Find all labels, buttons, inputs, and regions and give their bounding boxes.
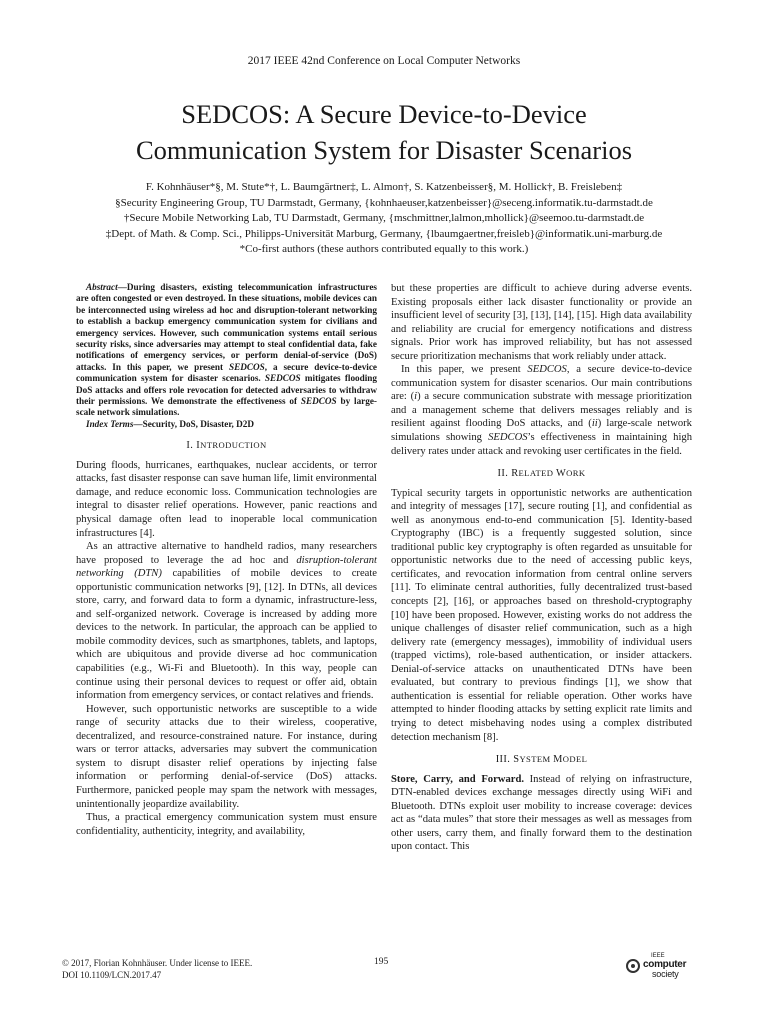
intro-continued-paragraph: but these properties are difficult to achieve during adverse events. Existing proposals either lack disaster functionality or provide an insufficient level of security [3], [13], [14], [15]. High data availability and reliability are crucial for emergency notifications and distress signals. Prior work has improved reliability, but has not assessed secure prioritization mechanisms that work reliably under attack.	[391, 283, 692, 362]
section-heading-related-work	[391, 467, 692, 481]
section-numeral: I.	[186, 440, 197, 452]
ieee-logo-icon	[626, 959, 640, 973]
section-title-initial: S	[513, 754, 520, 766]
abstract-system-name: SEDCOS	[264, 373, 301, 384]
abstract	[76, 282, 377, 419]
run-in-heading: Store, Carry, and Forward.	[391, 773, 524, 785]
section-title-initial: I	[196, 440, 201, 452]
intro-paragraph-3: However, such opportunistic networks are susceptible to a wide range of security attacks due to their wireless, cooperative, decentralized, and resource-constrained nature. For instance, during wars or terror attacks, adversaries may subvert the communication system to disrupt disaster relief operations by injecting false information or performing denial-of-service (DoS) attacks. Furthermore, panicked people may spam the network with messages, unintentionally jeopardize availability.	[76, 703, 377, 810]
abstract-text: by large-scale network simulations.	[76, 396, 377, 418]
copyright-notice: © 2017, Florian Kohnhäuser. Under license to IEEE.	[62, 958, 253, 968]
left-column	[76, 282, 377, 838]
section-title-rest: ELATED	[518, 468, 556, 479]
affiliation-1: §Security Engineering Group, TU Darmstadt, Germany, {kohnhaeuser,katzenbeisser}@seceng.informatik.tu-darmstadt.de	[115, 196, 653, 209]
section-title-initial: R	[511, 468, 519, 480]
paragraph-text: In this paper, we present	[401, 364, 528, 376]
dtn-term: disruption-tolerant networking (DTN)	[76, 554, 377, 580]
intro-paragraph-1: During floods, hurricanes, earthquakes, nuclear accidents, or terror attacks, fast disaster response can save human life, limit environmental damage, and reduce economic loss. Communication technologies are integral to disaster relief operations. However, panic reactions and physical damage often lead to inoperable local communication infrastructures [4].	[76, 459, 377, 539]
logo-text-ieee: IEEE	[651, 953, 665, 959]
section-title-initial: W	[555, 468, 567, 480]
footer-copyright-block	[62, 957, 252, 981]
intro-paragraph-4: Thus, a practical emergency communication system must ensure confidentiality, authenticity, integrity, and availability,	[76, 812, 377, 837]
logo-text-society: society	[652, 969, 679, 979]
author-block	[0, 180, 768, 258]
logo-text-computer: computer	[643, 959, 687, 970]
abstract-system-name: SEDCOS	[300, 396, 337, 407]
conference-header: 2017 IEEE 42nd Conference on Local Computer Networks	[247, 55, 521, 67]
abstract-system-name: SEDCOS	[228, 361, 265, 372]
contributions-paragraph	[391, 363, 692, 458]
title-line-1: SEDCOS: A Secure Device-to-Device	[181, 99, 587, 129]
paragraph-text: Instead of relying on infrastructure, DTN-enabled devices exchange messages directly using WiFi and Bluetooth. DTNs exploit user mobility to increase coverage: devices act as “data mules” that store their messages as well as messages from other users, carry them, and finally forward them to the destination upon contact. This	[391, 773, 692, 853]
system-name: SEDCOS	[488, 432, 528, 444]
paragraph-text: ) large-scale network simulations showing	[391, 418, 692, 444]
abstract-text: mitigates flooding DoS attacks and offers role revocation for detected adversaries to withdraw their permissions. We demonstrate the effectiveness of	[76, 373, 377, 407]
system-name: SEDCOS	[527, 364, 567, 376]
paragraph-text: capabilities of mobile devices to create opportunistic communication networks [9], [12]. In DTNs, all devices store, carry, and forward data to form a dynamic, infrastructure-less, and self-organized network. Coverage is increased by adding more devices to the network. In particular, the approach can be applied to mobile commodity devices, such as smartphones, tablets, and laptops, which are ubiquitous and provide diverse ad hoc communication capabilities (e.g., Wi-Fi and Bluetooth). In this way, people can continue using their personal devices to request or offer aid, obtain information from emergency services, or contact relatives and friends.	[76, 568, 377, 702]
paragraph-text: , a secure device-to-device communication system for disaster scenarios. Our main contributions are: (	[391, 364, 692, 403]
doi: DOI 10.1109/LCN.2017.47	[62, 970, 162, 980]
affiliation-3: ‡Dept. of Math. & Comp. Sci., Philipps-Universität Marburg, Germany, {lbaumgaertner,freisleb}@informatik.uni-marburg.de	[105, 227, 663, 240]
index-terms-text: —Security, DoS, Disaster, D2D	[133, 418, 255, 429]
abstract-label: Abstract	[86, 282, 118, 292]
section-title-initial: M	[553, 754, 563, 766]
abstract-text: —During disasters, existing telecommunication infrastructures are often congested or even destroyed. In these situations, mobile devices can be interconnected using wireless ad hoc and disruption-tolerant networking to establish a backup emergency communication system for civilians and emergency services. However, such communication systems entail serious security risks, since adversaries may attempt to steal confidential data, fake notifications of emergency services, or perform denial-of-service (DoS) attacks. In this paper, we present	[76, 282, 377, 372]
page-number: 195	[374, 957, 389, 967]
index-terms	[76, 419, 377, 430]
section-title-rest: YSTEM	[519, 754, 554, 765]
list-marker: ii	[591, 418, 598, 430]
paragraph-text: ’s effectiveness in maintaining high delivery rates under attack and revoking user certificates in the field.	[391, 432, 692, 457]
title-line-2: Communication System for Disaster Scenarios	[135, 135, 633, 165]
section-title-rest: ODEL	[562, 754, 588, 765]
system-model-paragraph	[391, 773, 692, 854]
section-heading-introduction	[76, 439, 377, 453]
co-first-note: *Co-first authors (these authors contributed equally to this work.)	[239, 243, 529, 255]
related-work-paragraph: Typical security targets in opportunistic networks are authentication and integrity of messages [17], secure routing [1], and confidential as well as anonymous end-to-end communication [5]. Identity-based Cryptography (IBC) is a frequently suggested solution, since traditional public key cryptography is often regarded as unsuitable for opportunistic networks due to the need of accessing public keys, certificates, and revocation information from central online servers [11]. To eliminate central authorities, fully decentralized trust-based concepts [2], [16], or approaches based on threshold-cryptography [10] have been proposed. However, existing works do not address the unique challenges of disaster relief communication, such as a high delivery rate (emergency messages), immobility of individual users (trapped victims), role-based authentication, or insider attackers. Denial-of-service attacks on unauthenticated DTNs have been evaluated, but contrary to previous findings [1], we show that authentication is essential for reliable operation. Other works have attempted to hinder flooding attacks by setting explicit rate limits and trying to detect misbehaving nodes using a complex distributed detection mechanism [8].	[391, 487, 692, 743]
author-names: F. Kohnhäuser*§, M. Stute*†, L. Baumgärtner‡, L. Almon†, S. Katzenbeisser§, M. Hollick†, B. Freisleben‡	[145, 181, 623, 193]
right-column	[391, 282, 692, 854]
affiliation-2: †Secure Mobile Networking Lab, TU Darmstadt, Germany, {mschmittner,lalmon,mhollick}@seemoo.tu-darmstadt.de	[123, 212, 645, 224]
paragraph-text: ) a secure communication substrate with message prioritization and a management scheme that delivers messages reliably and is resilient against flooding DoS attacks, and (	[391, 391, 692, 430]
section-heading-system-model	[391, 753, 692, 767]
section-title-rest: ORK	[566, 468, 586, 479]
paper-title	[0, 96, 768, 168]
section-title-rest: NTRODUCTION	[200, 440, 267, 451]
section-numeral: III.	[495, 754, 514, 766]
ieee-computer-society-logo	[626, 953, 692, 981]
abstract-text: , a secure device-to-device communication system for disaster scenarios.	[76, 361, 377, 384]
list-marker: i	[414, 391, 418, 403]
section-numeral: II.	[497, 468, 512, 480]
paragraph-text: As an attractive alternative to handheld radios, many researchers have proposed to leverage the ad hoc and	[76, 541, 377, 566]
intro-paragraph-2	[76, 540, 377, 703]
index-terms-label: Index Terms	[86, 418, 134, 429]
